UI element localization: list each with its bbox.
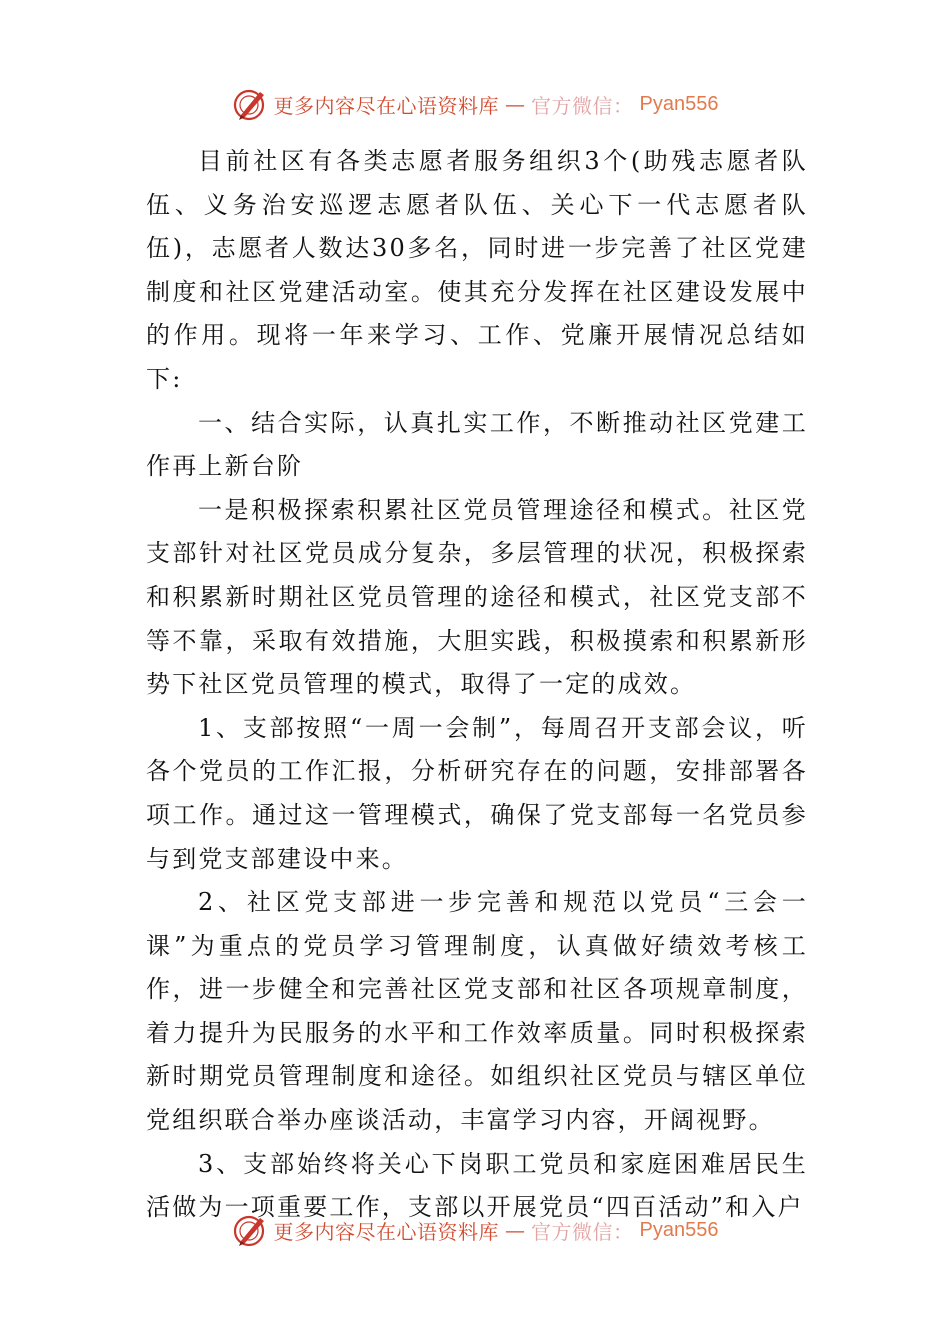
banner-wechat-id: Pyan556 — [639, 92, 719, 115]
paragraph-point-one: 一是积极探索积累社区党员管理途径和模式。社区党支部针对社区党员成分复杂，多层管理的状况，积极探索和积累新时期社区党员管理的途径和模式，社区党支部不等不靠，采取有效措施，大胆实践，积极摸索和积累新形势下社区党员管理的模式，取得了一定的成效。 — [146, 495, 808, 699]
footer-banner — [0, 1208, 950, 1252]
banner-wechat-label: 官方微信： — [531, 1219, 634, 1244]
banner-site-text: 更多内容尽在心语资料库 — [273, 93, 500, 118]
paragraph-section-heading: 一、结合实际，认真扎实工作，不断推动社区党建工作再上新台阶 — [146, 408, 808, 481]
header-banner-inner — [232, 86, 719, 122]
pen-logo-icon — [232, 1212, 268, 1248]
document-body — [146, 140, 808, 1230]
banner-site-text: 更多内容尽在心语资料库 — [273, 1219, 500, 1244]
header-banner — [0, 82, 950, 126]
paragraph-item-1: 1、支部按照“一周一会制”，每周召开支部会议，听各个党员的工作汇报，分析研究存在的问题，安排部署各项工作。通过这一管理模式，确保了党支部每一名党员参与到党支部建设中来。 — [146, 713, 808, 873]
banner-dash: — — [505, 92, 526, 116]
banner-wechat-label: 官方微信： — [531, 93, 634, 118]
pen-logo-icon — [232, 86, 268, 122]
banner-wechat-id: Pyan556 — [639, 1218, 719, 1241]
paragraph-item-3: 3、支部始终将关心下岗职工党员和家庭困难居民生活做为一项重要工作，支部以开展党员“四百活动”和入户 — [146, 1149, 808, 1222]
footer-banner-inner — [232, 1212, 719, 1248]
banner-dash: — — [505, 1218, 526, 1242]
paragraph-item-2: 2、社区党支部进一步完善和规范以党员“三会一课”为重点的党员学习管理制度，认真做好绩效考核工作，进一步健全和完善社区党支部和社区各项规章制度，着力提升为民服务的水平和工作效率质量。同时积极探索新时期党员管理制度和途径。如组织社区党员与辖区单位党组织联合举办座谈活动，丰富学习内容，开阔视野。 — [146, 888, 808, 1135]
paragraph-intro: 目前社区有各类志愿者服务组织3个(助残志愿者队伍、义务治安巡逻志愿者队伍、关心下一代志愿者队伍)，志愿者人数达30多名，同时进一步完善了社区党建制度和社区党建活动室。使其充分发挥在社区建设发展中的作用。现将一年来学习、工作、党廉开展情况总结如下: — [146, 147, 808, 393]
